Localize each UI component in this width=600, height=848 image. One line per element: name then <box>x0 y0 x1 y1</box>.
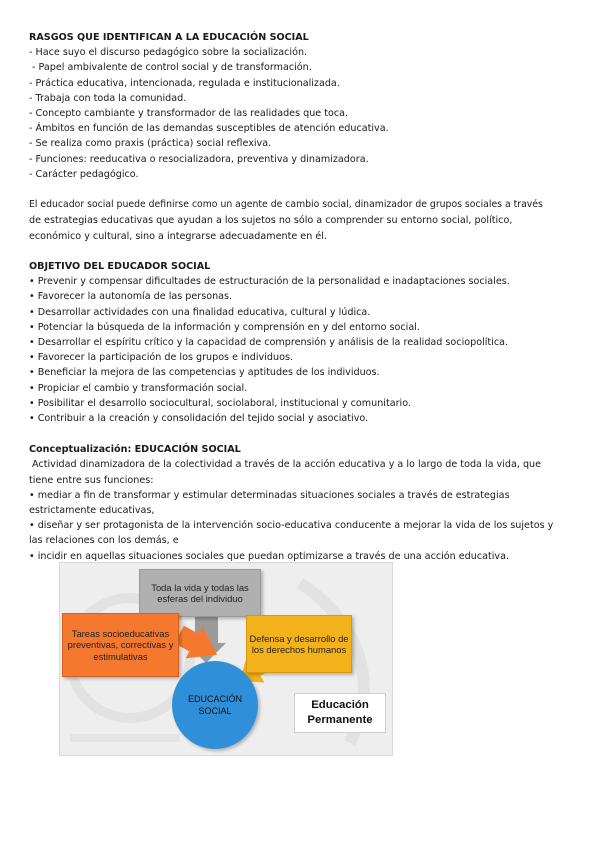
objetivo-item: • Prevenir y compensar dificultades de estructuración de la personalidad e inadaptaciones sociales. <box>29 276 510 288</box>
rasgos-item: - Funciones: reeducativa o resocializadora, preventiva y dinamizadora. <box>29 153 369 165</box>
objetivo-item: • Desarrollar actividades con una finalidad educativa, cultural y lúdica. <box>29 306 371 318</box>
conceptualizacion-line: • incidir en aquellas situaciones sociales que puedan optimizarse a través de una acción educativa. <box>29 550 510 562</box>
rasgos-item: - Hace suyo el discurso pedagógico sobre la socialización. <box>29 47 308 59</box>
document-page <box>29 30 554 564</box>
conceptualizacion-line: • mediar a fin de transformar y estimular determinadas situaciones sociales a través de estrategias <box>29 489 510 501</box>
permanent-education-label: Educación Permanente <box>294 693 386 733</box>
rasgos-title: RASGOS QUE IDENTIFICAN A LA EDUCACIÓN SOCIAL <box>29 32 309 43</box>
right-box: Defensa y desarrollo de los derechos humanos <box>246 615 352 673</box>
conceptualizacion-title: Conceptualización: EDUCACIÓN SOCIAL <box>29 444 241 456</box>
rasgos-item: - Práctica educativa, intencionada, regulada e institucionalizada. <box>29 77 340 89</box>
rasgos-item: - Concepto cambiante y transformador de las realidades que toca. <box>29 108 349 120</box>
objetivo-section <box>29 259 554 426</box>
conceptualizacion-line: tiene entre sus funciones: <box>29 474 154 486</box>
conceptualizacion-line: • diseñar y ser protagonista de la intervención socio-educativa conducente a mejorar la vida de los sujetos y <box>29 520 554 532</box>
paragraph-line: El educador social puede definirse como un agente de cambio social, dinamizador de grupos sociales a través <box>29 199 543 211</box>
objetivo-item: • Desarrollar el espíritu crítico y la capacidad de comprensión y análisis de la realidad sociopolítica. <box>29 337 509 349</box>
objetivo-item: • Favorecer la participación de los grupos e individuos. <box>29 352 293 364</box>
rasgos-item: - Se realiza como praxis (práctica) social reflexiva. <box>29 138 272 150</box>
rasgos-item: - Papel ambivalente de control social y de transformación. <box>29 62 312 74</box>
objetivo-item: • Beneficiar la mejora de las competencias y aptitudes de los individuos. <box>29 367 380 379</box>
objetivo-item: • Posibilitar el desarrollo sociocultural, sociolaboral, institucional y comunitario. <box>29 397 411 409</box>
education-diagram <box>59 562 393 756</box>
rasgos-item: - Ámbitos en función de las demandas susceptibles de atención educativa. <box>29 123 389 135</box>
top-box: Toda la vida y todas las esferas del individuo <box>139 569 261 617</box>
objetivo-item: • Favorecer la autonomía de las personas. <box>29 291 233 303</box>
definition-paragraph <box>29 197 554 245</box>
paragraph-line: de estrategias educativas que ayudan a los sujetos no sólo a comprender su entorno social, político, <box>29 215 513 227</box>
objetivo-title: OBJETIVO DEL EDUCADOR SOCIAL <box>29 261 211 273</box>
conceptualizacion-section <box>29 442 554 564</box>
conceptualizacion-line: las relaciones con los demás, e <box>29 535 179 547</box>
objetivo-item: • Contribuir a la creación y consolidación del tejido social y asociativo. <box>29 413 369 425</box>
objetivo-item: • Potenciar la búsqueda de la información y comprensión en y del entorno social. <box>29 321 420 333</box>
rasgos-item: - Trabaja con toda la comunidad. <box>29 92 187 104</box>
conceptualizacion-line: Actividad dinamizadora de la colectividad a través de la acción educativa y a lo largo de toda la vida, que <box>29 459 542 471</box>
objetivo-item: • Propiciar el cambio y transformación social. <box>29 382 248 394</box>
rasgos-list <box>29 45 554 182</box>
left-box: Tareas socioeducativas preventivas, correctivas y estimulativas <box>62 613 179 677</box>
paragraph-line: económico y cultural, sino a integrarse adecuadamente en él. <box>29 231 327 243</box>
center-ellipse: EDUCACIÓN SOCIAL <box>172 661 258 749</box>
conceptualizacion-line: estrictamente educativas, <box>29 505 155 517</box>
rasgos-item: - Carácter pedagógico. <box>29 168 139 180</box>
